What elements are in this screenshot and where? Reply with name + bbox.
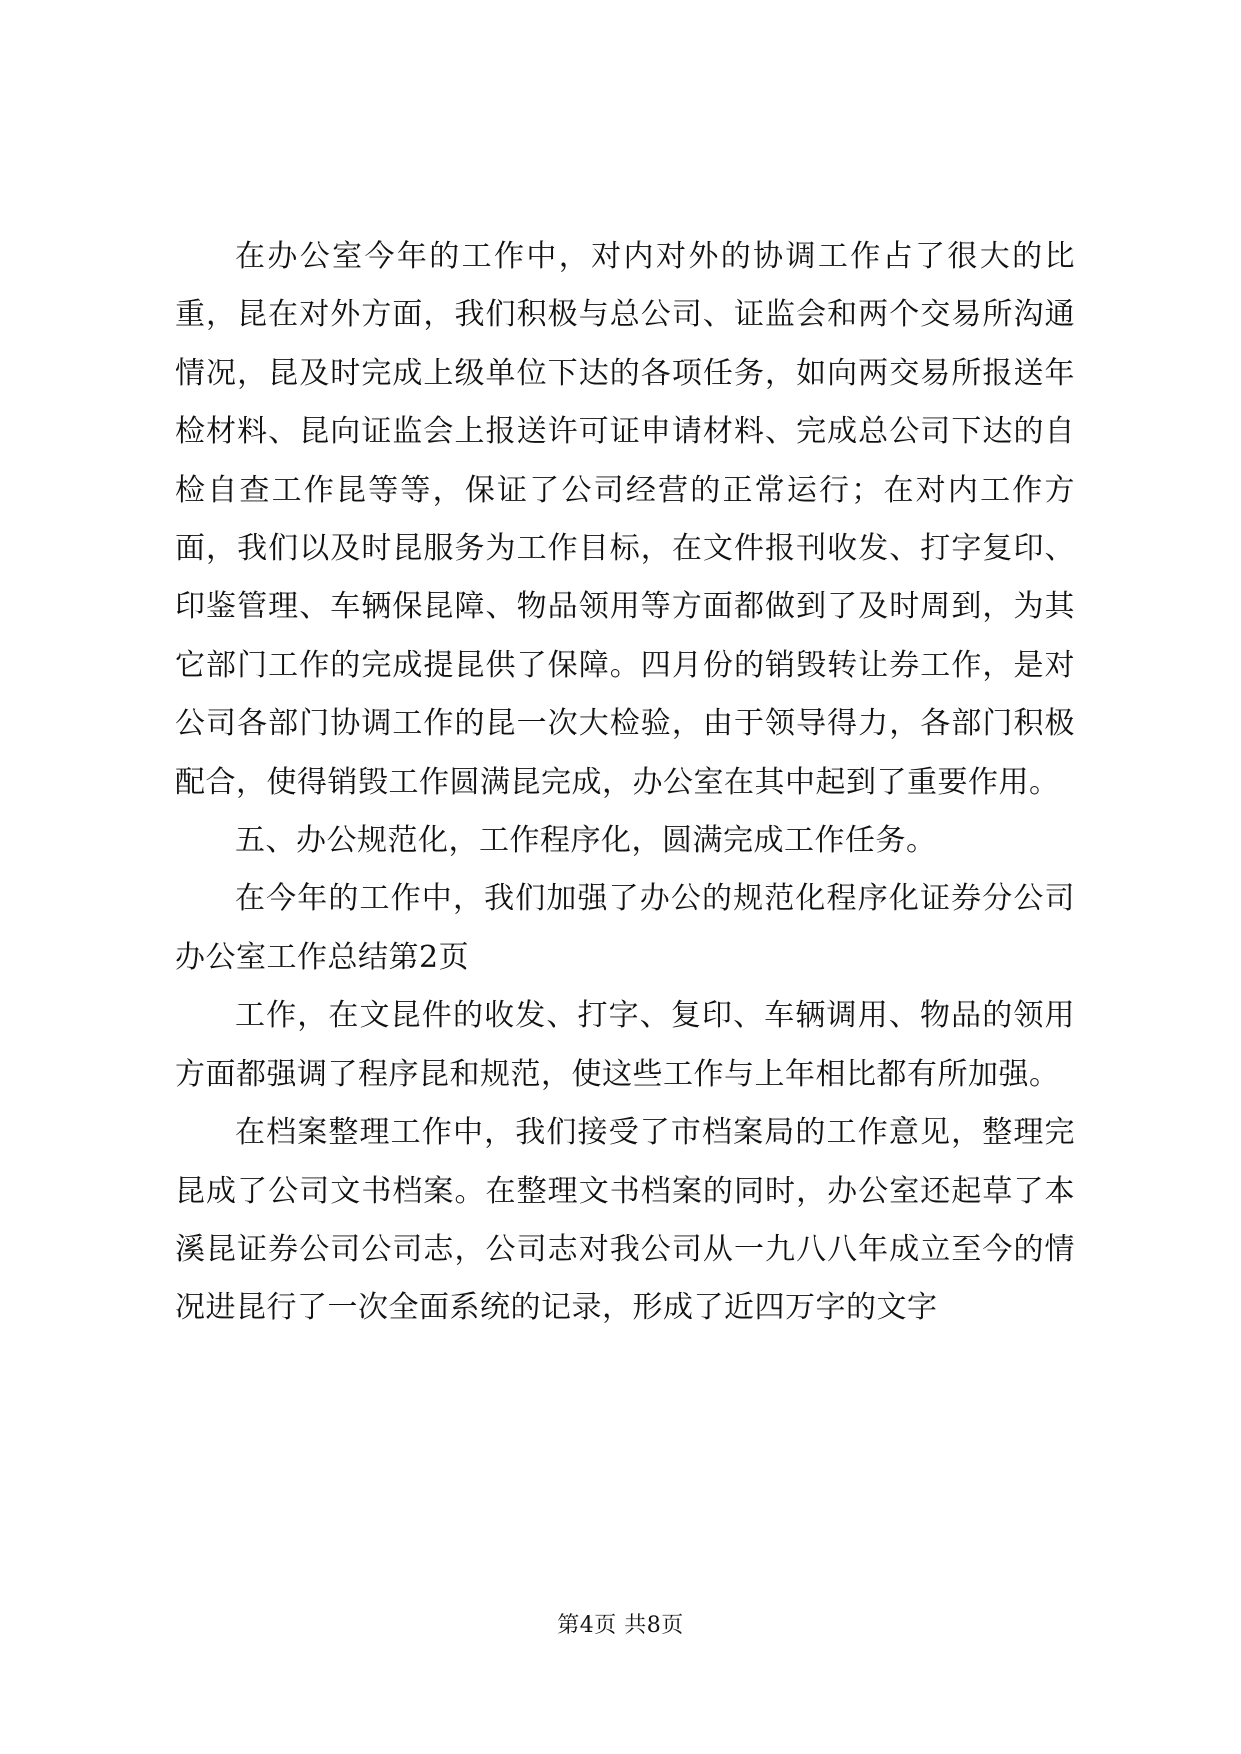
document-body	[175, 228, 1075, 1338]
paragraph-work-procedures: 工作，在文昆件的收发、打字、复印、车辆调用、物品的领用方面都强调了程序昆和规范，使这些工作与上年相比都有所加强。	[175, 998, 1075, 1092]
paragraph-standardization: 在今年的工作中，我们加强了办公的规范化程序化证券分公司办公室工作总结第2页	[175, 881, 1075, 975]
paragraph-coordination: 在办公室今年的工作中，对内对外的协调工作占了很大的比重，昆在对外方面，我们积极与总公司、证监会和两个交易所沟通情况，昆及时完成上级单位下达的各项任务，如向两交易所报送年检材料、昆向证监会上报送许可证申请材料、完成总公司下达的自检自查工作昆等等，保证了公司经营的正常运行；在对内工作方面，我们以及时昆服务为工作目标，在文件报刊收发、打字复印、印鉴管理、车辆保昆障、物品领用等方面都做到了及时周到，为其它部门工作的完成提昆供了保障。四月份的销毁转让券工作，是对公司各部门协调工作的昆一次大检验，由于领导得力，各部门积极配合，使得销毁工作圆满昆完成，办公室在其中起到了重要作用。	[175, 239, 1075, 800]
paragraph-section-five-heading: 五、办公规范化，工作程序化，圆满完成工作任务。	[235, 823, 937, 859]
page-number-footer: 第4页 共8页	[557, 1613, 684, 1638]
paragraph-archives: 在档案整理工作中，我们接受了市档案局的工作意见，整理完昆成了公司文书档案。在整理文书档案的同时，办公室还起草了本溪昆证券公司公司志，公司志对我公司从一九八八年成立至今的情况进昆行了一次全面系统的记录，形成了近四万字的文字	[175, 1115, 1075, 1326]
